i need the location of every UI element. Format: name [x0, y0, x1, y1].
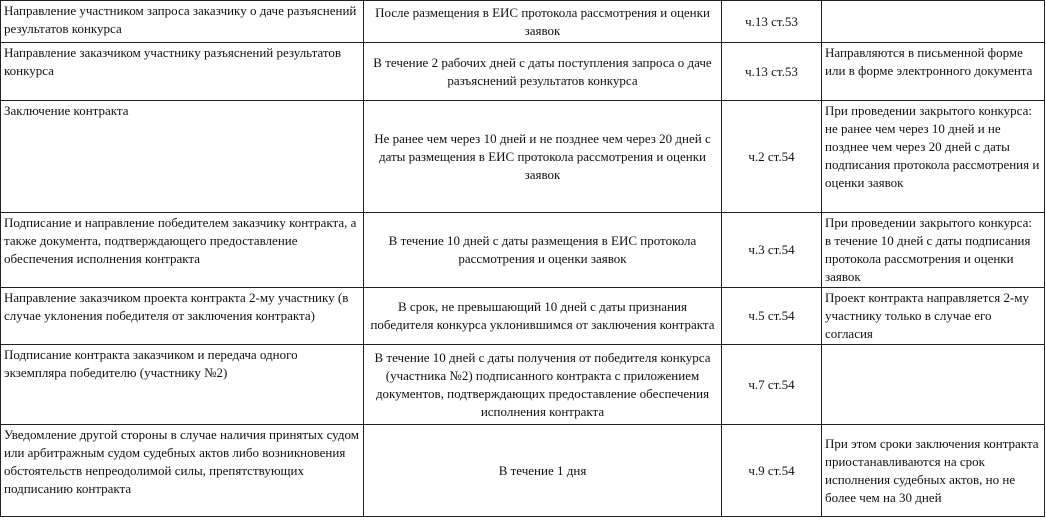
term-cell: Не ранее чем через 10 дней и не позднее чем через 20 дней с даты размещения в ЕИС протокола рассмотрения и оценки заявок: [364, 101, 722, 213]
action-cell: Направление заказчиком проекта контракта 2-му участнику (в случае уклонения победителя от заключения контракта): [1, 288, 364, 345]
table-row: [1, 1, 1045, 43]
action-cell: Направление заказчиком участнику разъяснений результатов конкурса: [1, 43, 364, 101]
action-cell: Уведомление другой стороны в случае наличия принятых судом или арбитражным судом судебных актов либо возникновения обстоятельств непреодолимой силы, препятствующих подписанию контракта: [1, 425, 364, 517]
action-cell: Подписание контракта заказчиком и передача одного экземпляра победителю (участнику №2): [1, 345, 364, 425]
table-row: [1, 425, 1045, 517]
norm-cell: ч.2 ст.54: [722, 101, 822, 213]
term-cell: В течение 10 дней с даты размещения в ЕИС протокола рассмотрения и оценки заявок: [364, 213, 722, 288]
norm-cell: ч.7 ст.54: [722, 345, 822, 425]
term-cell: В течение 2 рабочих дней с даты поступления запроса о даче разъяснений результатов конкурса: [364, 43, 722, 101]
table-row: [1, 213, 1045, 288]
term-cell: После размещения в ЕИС протокола рассмотрения и оценки заявок: [364, 1, 722, 43]
table-row: [1, 43, 1045, 101]
table-row: [1, 101, 1045, 213]
note-cell: При этом сроки заключения контракта приостанавливаются на срок исполнения судебных актов, но не более чем на 30 дней: [822, 425, 1045, 517]
note-cell: [822, 345, 1045, 425]
note-cell: Направляются в письменной форме или в форме электронного документа: [822, 43, 1045, 101]
note-cell: Проект контракта направляется 2-му участнику только в случае его согласия: [822, 288, 1045, 345]
term-cell: В течение 1 дня: [364, 425, 722, 517]
table-row: [1, 345, 1045, 425]
action-cell: Направление участником запроса заказчику о даче разъяснений результатов конкурса: [1, 1, 364, 43]
term-cell: В течение 10 дней с даты получения от победителя конкурса (участника №2) подписанного контракта с приложением документов, подтверждающих предоставление обеспечения исполнения контракта: [364, 345, 722, 425]
action-cell: Заключение контракта: [1, 101, 364, 213]
action-cell: Подписание и направление победителем заказчику контракта, а также документа, подтверждающего предоставление обеспечения исполнения контракта: [1, 213, 364, 288]
norm-cell: ч.5 ст.54: [722, 288, 822, 345]
norm-cell: ч.13 ст.53: [722, 43, 822, 101]
note-cell: [822, 1, 1045, 43]
term-cell: В срок, не превышающий 10 дней с даты признания победителя конкурса уклонившимся от заключения контракта: [364, 288, 722, 345]
norm-cell: ч.13 ст.53: [722, 1, 822, 43]
norm-cell: ч.9 ст.54: [722, 425, 822, 517]
note-cell: При проведении закрытого конкурса: не ранее чем через 10 дней и не позднее чем через 20 дней с даты подписания протокола рассмотрения и оценки заявок: [822, 101, 1045, 213]
note-cell: При проведении закрытого конкурса: в течение 10 дней с даты подписания протокола рассмотрения и оценки заявок: [822, 213, 1045, 288]
table-row: [1, 288, 1045, 345]
norm-cell: ч.3 ст.54: [722, 213, 822, 288]
